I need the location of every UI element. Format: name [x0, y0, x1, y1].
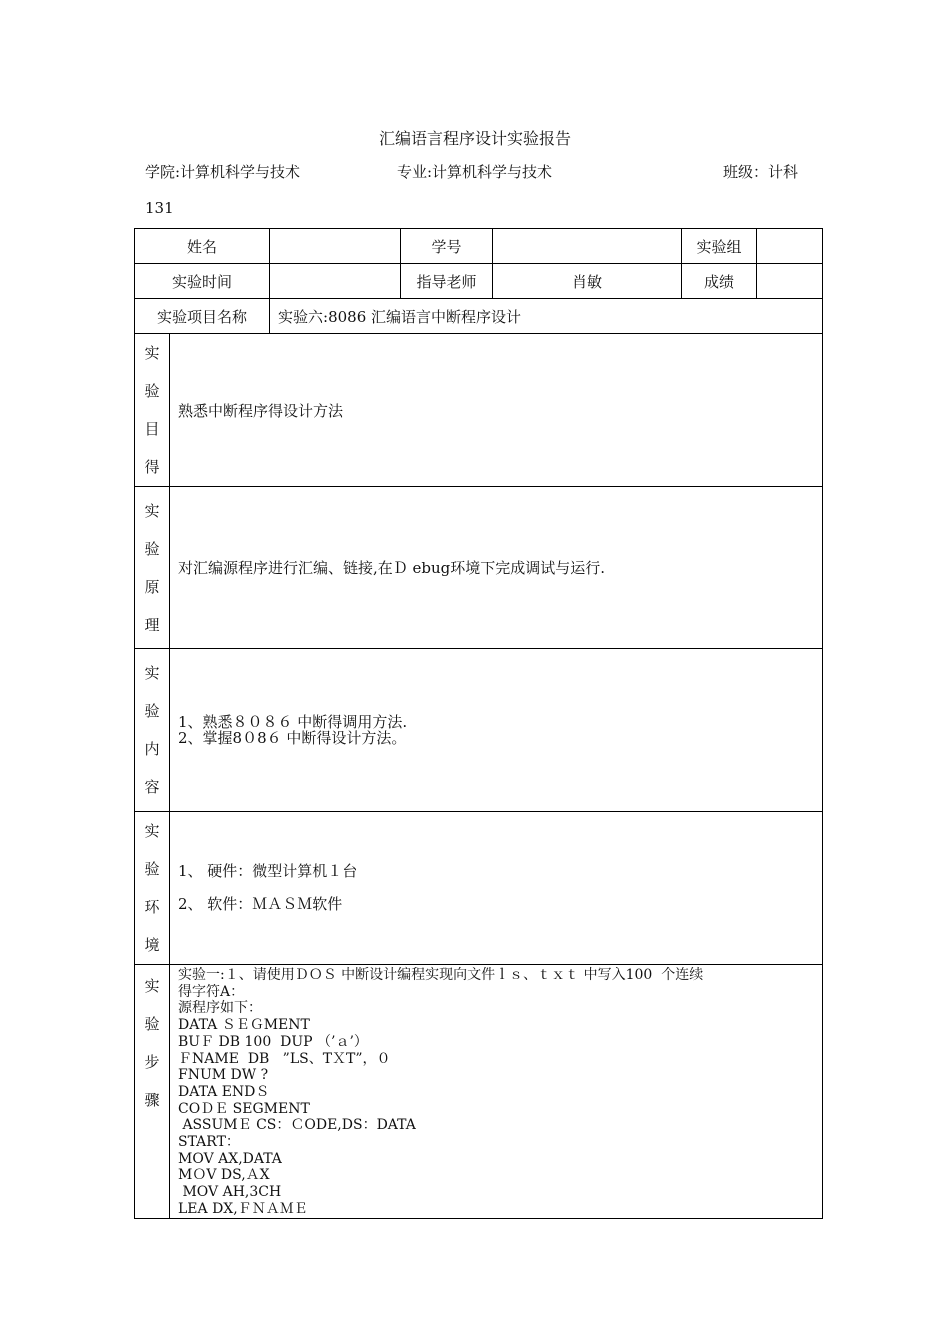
- code-line: ＦNAME DB ”LS、TＸT”，０: [178, 1050, 391, 1067]
- code-line: MＯV DS,ＡX: [178, 1167, 270, 1184]
- student-id-value: [493, 229, 682, 264]
- principle-row: [135, 487, 823, 649]
- code-line: START：: [178, 1134, 240, 1151]
- content-row: [135, 649, 823, 812]
- major-info: 专业:计算机科学与技术: [397, 163, 553, 181]
- class-info-continued: 131: [145, 199, 174, 217]
- group-value: [757, 229, 823, 264]
- list-item: 2、掌握8０8６ 中断得设计方法。: [178, 729, 407, 747]
- group-label: 实验组: [682, 229, 757, 264]
- principle-content: 对汇编源程序进行汇编、链接,在Ｄ ebug环境下完成调试与运行.: [170, 487, 823, 649]
- grade-value: [757, 264, 823, 299]
- list-item: 1、 硬件：微型计算机１台: [178, 862, 358, 880]
- list-item: 2、 软件：ＭＡＳＭ软件: [178, 895, 343, 913]
- code-line: MOV AH,3CH: [178, 1184, 282, 1201]
- time-value: [270, 264, 401, 299]
- code-line: DATA ENDＳ: [178, 1083, 270, 1100]
- project-label: 实验项目名称: [135, 299, 270, 334]
- code-line: FNUM DW ?: [178, 1067, 269, 1084]
- content-heading: 实 验 内 容: [135, 649, 170, 812]
- code-line: 实验一:１、请使用ＤＯＳ 中断设计编程实现向文件ｌｓ、ｔｘｔ 中写入100 个连续: [178, 967, 704, 983]
- class-info: 班级：计科: [723, 163, 799, 181]
- college-info: 学院:计算机科学与技术: [145, 163, 301, 181]
- teacher-label: 指导老师: [401, 264, 493, 299]
- purpose-row: [135, 334, 823, 487]
- code-line: ASSUMＥ CS：ＣODE,DS：DATA: [178, 1117, 416, 1134]
- report-table: [134, 228, 823, 1219]
- table-row: [135, 264, 823, 299]
- grade-label: 成绩: [682, 264, 757, 299]
- report-title: 汇编语言程序设计实验报告: [378, 129, 571, 148]
- table-row: [135, 299, 823, 334]
- code-line: 得字符A：: [178, 983, 245, 1000]
- time-label: 实验时间: [135, 264, 270, 299]
- name-value: [270, 229, 401, 264]
- purpose-heading: 实 验 目 得: [135, 334, 170, 487]
- steps-heading: 实 验 步 骤: [135, 965, 170, 1219]
- code-line: BUＦ DB 100 DUP （’ａ’）: [178, 1033, 368, 1050]
- project-value: 实验六:8086 汇编语言中断程序设计: [270, 299, 823, 334]
- code-line: 源程序如下：: [178, 1000, 262, 1017]
- list-item: 1、熟悉８０８６ 中断得调用方法.: [178, 713, 408, 731]
- name-label: 姓名: [135, 229, 270, 264]
- table-row: [135, 229, 823, 264]
- teacher-value: 肖敏: [493, 264, 682, 299]
- code-line: DATA ＳＥＧMENT: [178, 1017, 310, 1034]
- steps-row: [135, 965, 823, 1219]
- environment-heading: 实 验 环 境: [135, 812, 170, 965]
- principle-heading: 实 验 原 理: [135, 487, 170, 649]
- content-list: [170, 649, 823, 812]
- environment-list: [170, 812, 823, 965]
- steps-content: [170, 965, 823, 1219]
- code-line: LEA DX,ＦＮＡＭＥ: [178, 1200, 308, 1217]
- environment-row: [135, 812, 823, 965]
- code-line: MOV AX,DATA: [178, 1150, 282, 1167]
- purpose-content: 熟悉中断程序得设计方法: [170, 334, 823, 487]
- code-line: COＤＥ SEGMENT: [178, 1100, 310, 1117]
- student-id-label: 学号: [401, 229, 493, 264]
